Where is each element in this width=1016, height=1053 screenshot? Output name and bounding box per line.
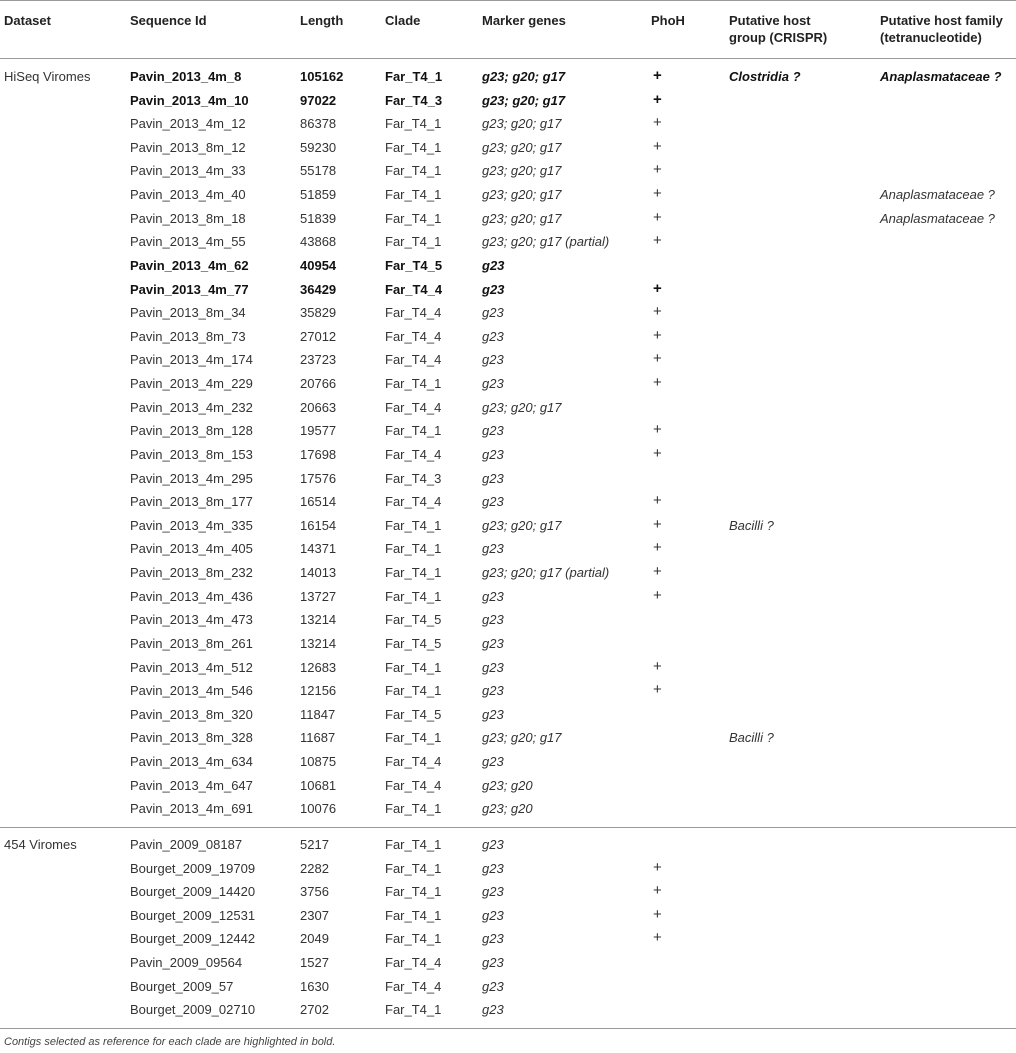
cell-clade: Far_T4_5 [385,635,442,651]
header-length: Length [300,13,344,28]
cell-sequence-id: Pavin_2013_4m_335 [130,517,253,533]
cell-sequence-id: Pavin_2013_4m_232 [130,399,253,415]
cell-clade: Far_T4_4 [385,753,442,769]
cell-sequence-id: Pavin_2013_8m_18 [130,210,246,226]
cell-sequence-id: Pavin_2009_09564 [130,955,243,971]
cell-clade: Far_T4_1 [385,860,442,876]
header-clade: Clade [385,13,421,28]
cell-length: 10875 [300,753,337,769]
cell-length: 1630 [300,978,329,994]
cell-length: 5217 [300,837,329,852]
cell-clade: Far_T4_1 [385,234,442,250]
cell-phoh: + [653,90,662,108]
cell-sequence-id: Pavin_2013_4m_12 [130,116,246,132]
header-dataset: Dataset [4,13,51,28]
cell-marker-genes: g23 [482,612,504,628]
cell-phoh: + [653,563,662,581]
cell-sequence-id: Pavin_2013_4m_10 [130,92,249,108]
cell-marker-genes: g23 [482,635,504,651]
cell-phoh: + [653,539,662,557]
group-divider-rule [0,827,1016,828]
cell-length: 2282 [300,860,329,876]
cell-phoh: + [653,657,662,675]
cell-sequence-id: Pavin_2013_4m_512 [130,659,253,675]
cell-length: 27012 [300,328,337,344]
header-host-family-line2: (tetranucleotide) [880,30,982,45]
cell-clade: Far_T4_4 [385,328,442,344]
cell-length: 36429 [300,281,337,297]
cell-marker-genes: g23; g20 [482,801,533,817]
cell-length: 14013 [300,565,337,581]
cell-clade: Far_T4_1 [385,116,442,132]
cell-phoh: + [653,882,662,900]
cell-length: 10681 [300,777,337,793]
cell-clade: Far_T4_4 [385,281,443,297]
cell-marker-genes: g23 [482,837,504,852]
cell-phoh: + [653,326,662,344]
cell-clade: Far_T4_1 [385,884,442,900]
cell-length: 12156 [300,683,337,699]
table-footnote: Contigs selected as reference for each clade are highlighted in bold. [4,1036,336,1048]
cell-sequence-id: Pavin_2009_08187 [130,837,243,852]
cell-marker-genes: g23; g20; g17 [482,116,562,132]
cell-sequence-id: Pavin_2013_4m_473 [130,612,253,628]
cell-length: 16154 [300,517,337,533]
cell-sequence-id: Pavin_2013_4m_33 [130,163,246,179]
cell-host-group: Bacilli ? [729,730,774,746]
cell-clade: Far_T4_5 [385,257,443,273]
cell-length: 59230 [300,139,337,155]
cell-sequence-id: Bourget_2009_19709 [130,860,256,876]
cell-length: 13214 [300,635,337,651]
header-phoh: PhoH [651,13,685,28]
cell-host-family: Anaplasmataceae ? [880,69,1002,84]
cell-length: 86378 [300,116,337,132]
cell-sequence-id: Bourget_2009_57 [130,978,234,994]
cell-sequence-id: Pavin_2013_8m_320 [130,706,253,722]
cell-length: 43868 [300,234,337,250]
cell-marker-genes: g23 [482,753,504,769]
cell-marker-genes: g23 [482,683,504,699]
cell-sequence-id: Pavin_2013_4m_647 [130,777,253,793]
cell-phoh: + [653,114,662,132]
cell-host-group: Clostridia ? [729,69,801,84]
cell-length: 17576 [300,470,337,486]
cell-marker-genes: g23 [482,470,504,486]
cell-dataset: 454 Viromes [4,837,77,852]
cell-marker-genes: g23 [482,541,504,557]
cell-marker-genes: g23 [482,860,504,876]
cell-phoh: + [653,185,662,203]
cell-sequence-id: Pavin_2013_8m_73 [130,328,246,344]
cell-marker-genes: g23; g20 [482,777,533,793]
cell-length: 2702 [300,1002,329,1018]
cell-marker-genes: g23 [482,1002,504,1018]
cell-clade: Far_T4_1 [385,423,442,439]
cell-clade: Far_T4_1 [385,588,442,604]
header-host-family [880,12,1003,46]
cell-length: 20766 [300,376,337,392]
header-host-group [729,12,827,46]
cell-length: 20663 [300,399,337,415]
cell-sequence-id: Pavin_2013_4m_55 [130,234,246,250]
cell-sequence-id: Pavin_2013_8m_12 [130,139,246,155]
cell-marker-genes: g23; g20; g17 (partial) [482,234,610,250]
cell-marker-genes: g23; g20; g17 [482,92,566,108]
cell-length: 23723 [300,352,337,368]
cell-sequence-id: Pavin_2013_4m_405 [130,541,253,557]
cell-marker-genes: g23 [482,328,504,344]
cell-length: 2307 [300,907,329,923]
cell-marker-genes: g23; g20; g17 [482,210,562,226]
header-host-group-line2: group (CRISPR) [729,30,828,45]
cell-sequence-id: Pavin_2013_4m_546 [130,683,253,699]
cell-marker-genes: g23; g20; g17 [482,187,562,203]
cell-phoh: + [653,858,662,876]
cell-phoh: + [653,137,662,155]
cell-phoh: + [653,350,662,368]
cell-sequence-id: Pavin_2013_4m_295 [130,470,253,486]
header-rule [0,58,1016,59]
cell-length: 14371 [300,541,337,557]
cell-phoh: + [653,586,662,604]
cell-length: 40954 [300,257,337,273]
header-marker-genes: Marker genes [482,13,566,28]
cell-marker-genes: g23 [482,281,505,297]
cell-length: 55178 [300,163,337,179]
cell-host-group: Bacilli ? [729,517,774,533]
cell-sequence-id: Pavin_2013_4m_40 [130,187,246,203]
cell-phoh: + [653,444,662,462]
cell-sequence-id: Pavin_2013_8m_128 [130,423,253,439]
cell-clade: Far_T4_5 [385,706,442,722]
cell-sequence-id: Pavin_2013_8m_34 [130,305,246,321]
cell-marker-genes: g23; g20; g17 [482,517,562,533]
cell-phoh: + [653,374,662,392]
cell-length: 13727 [300,588,337,604]
cell-sequence-id: Bourget_2009_12442 [130,931,256,947]
cell-length: 105162 [300,69,344,84]
cell-marker-genes: g23 [482,305,504,321]
cell-marker-genes: g23 [482,978,504,994]
cell-length: 12683 [300,659,337,675]
cell-clade: Far_T4_1 [385,210,442,226]
cell-sequence-id: Pavin_2013_4m_8 [130,69,242,84]
cell-phoh: + [653,161,662,179]
cell-dataset: HiSeq Viromes [4,69,91,84]
cell-marker-genes: g23 [482,423,504,439]
cell-phoh: + [653,421,662,439]
cell-sequence-id: Pavin_2013_4m_634 [130,753,253,769]
cell-sequence-id: Bourget_2009_14420 [130,884,256,900]
cell-length: 13214 [300,612,337,628]
cell-marker-genes: g23 [482,931,504,947]
cell-length: 35829 [300,305,337,321]
cell-clade: Far_T4_4 [385,352,442,368]
cell-sequence-id: Pavin_2013_8m_232 [130,565,253,581]
cell-marker-genes: g23 [482,955,504,971]
cell-clade: Far_T4_1 [385,837,442,852]
cell-phoh: + [653,232,662,250]
cell-clade: Far_T4_1 [385,683,442,699]
cell-clade: Far_T4_1 [385,730,442,746]
header-host-family-line1: Putative host family [880,13,1003,28]
cell-marker-genes: g23; g20; g17 [482,730,562,746]
cell-phoh: + [653,681,662,699]
cell-clade: Far_T4_1 [385,69,443,84]
cell-marker-genes: g23 [482,706,504,722]
cell-sequence-id: Pavin_2013_4m_436 [130,588,253,604]
cell-marker-genes: g23; g20; g17 [482,163,562,179]
cell-phoh: + [653,929,662,947]
cell-clade: Far_T4_4 [385,955,442,971]
cell-clade: Far_T4_3 [385,92,443,108]
cell-sequence-id: Pavin_2013_8m_328 [130,730,253,746]
cell-marker-genes: g23 [482,376,504,392]
cell-length: 11687 [300,730,336,746]
cell-phoh: + [653,208,662,226]
cell-clade: Far_T4_1 [385,541,442,557]
header-host-group-line1: Putative host [729,13,811,28]
cell-marker-genes: g23 [482,494,504,510]
cell-sequence-id: Pavin_2013_4m_691 [130,801,253,817]
cell-clade: Far_T4_4 [385,399,442,415]
cell-marker-genes: g23; g20; g17 [482,69,566,84]
cell-marker-genes: g23 [482,907,504,923]
cell-clade: Far_T4_1 [385,376,442,392]
cell-phoh: + [653,303,662,321]
cell-length: 10076 [300,801,337,817]
cell-phoh: + [653,515,662,533]
cell-sequence-id: Pavin_2013_8m_261 [130,635,253,651]
cell-length: 19577 [300,423,337,439]
cell-clade: Far_T4_4 [385,446,442,462]
cell-length: 17698 [300,446,337,462]
cell-phoh: + [653,492,662,510]
bottom-rule [0,1028,1016,1029]
cell-marker-genes: g23; g20; g17 [482,399,562,415]
cell-phoh: + [653,279,662,297]
cell-clade: Far_T4_4 [385,777,442,793]
cell-clade: Far_T4_1 [385,187,442,203]
cell-phoh: + [653,67,662,84]
top-rule [0,0,1016,1]
cell-marker-genes: g23 [482,446,504,462]
cell-marker-genes: g23 [482,588,504,604]
cell-length: 97022 [300,92,337,108]
cell-clade: Far_T4_1 [385,565,442,581]
cell-host-family: Anaplasmataceae ? [880,210,995,226]
cell-length: 2049 [300,931,329,947]
cell-clade: Far_T4_4 [385,978,442,994]
cell-length: 1527 [300,955,329,971]
cell-length: 51859 [300,187,337,203]
cell-marker-genes: g23; g20; g17 (partial) [482,565,610,581]
cell-sequence-id: Pavin_2013_4m_174 [130,352,253,368]
cell-length: 16514 [300,494,337,510]
cell-marker-genes: g23 [482,257,505,273]
cell-clade: Far_T4_1 [385,1002,442,1018]
cell-clade: Far_T4_1 [385,659,442,675]
cell-marker-genes: g23 [482,659,504,675]
cell-sequence-id: Bourget_2009_02710 [130,1002,256,1018]
cell-clade: Far_T4_3 [385,470,442,486]
cell-clade: Far_T4_4 [385,494,442,510]
cell-clade: Far_T4_1 [385,163,442,179]
cell-clade: Far_T4_1 [385,139,442,155]
cell-clade: Far_T4_1 [385,801,442,817]
cell-clade: Far_T4_1 [385,931,442,947]
cell-clade: Far_T4_1 [385,907,442,923]
cell-sequence-id: Pavin_2013_4m_62 [130,257,249,273]
cell-clade: Far_T4_5 [385,612,442,628]
cell-length: 11847 [300,706,336,722]
cell-marker-genes: g23; g20; g17 [482,139,562,155]
header-sequence-id: Sequence Id [130,13,207,28]
cell-length: 3756 [300,884,329,900]
cell-length: 51839 [300,210,337,226]
cell-sequence-id: Bourget_2009_12531 [130,907,256,923]
cell-sequence-id: Pavin_2013_4m_229 [130,376,253,392]
cell-marker-genes: g23 [482,884,504,900]
cell-marker-genes: g23 [482,352,504,368]
cell-sequence-id: Pavin_2013_8m_177 [130,494,253,510]
cell-phoh: + [653,905,662,923]
cell-host-family: Anaplasmataceae ? [880,187,995,203]
cell-sequence-id: Pavin_2013_4m_77 [130,281,249,297]
cell-clade: Far_T4_4 [385,305,442,321]
cell-sequence-id: Pavin_2013_8m_153 [130,446,253,462]
cell-clade: Far_T4_1 [385,517,442,533]
